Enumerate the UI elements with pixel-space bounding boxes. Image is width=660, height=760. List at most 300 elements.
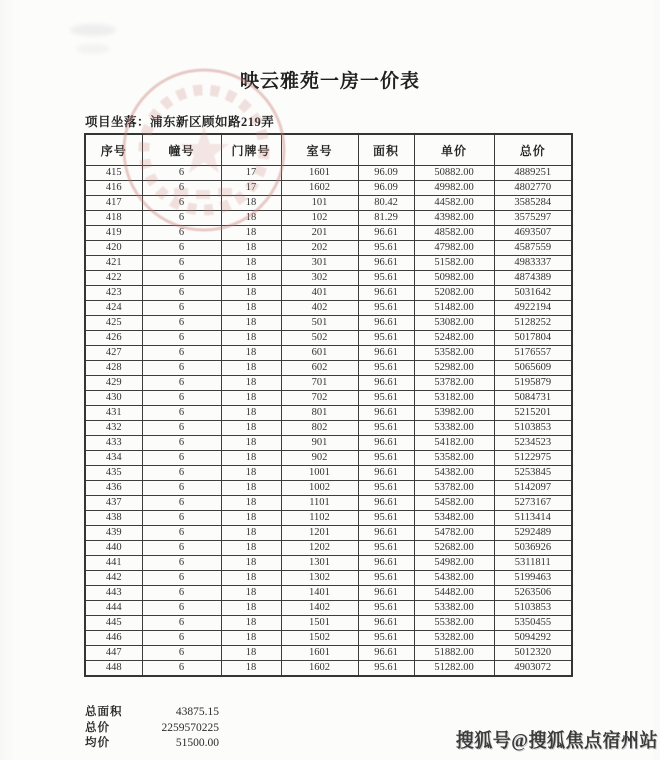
table-cell: 18 bbox=[221, 616, 281, 631]
table-row bbox=[85, 376, 572, 391]
table-cell: 6 bbox=[142, 466, 221, 481]
table-row bbox=[85, 601, 572, 616]
table-cell: 502 bbox=[281, 331, 358, 346]
summary-label: 总面积 bbox=[85, 706, 123, 718]
table-row bbox=[85, 391, 572, 406]
table-cell: 4587559 bbox=[494, 241, 572, 256]
table-cell: 5176557 bbox=[494, 346, 572, 361]
table-row bbox=[85, 661, 572, 677]
table-cell: 18 bbox=[221, 661, 281, 677]
table-row bbox=[85, 421, 572, 436]
table-cell: 50982.00 bbox=[414, 271, 494, 286]
table-cell: 1601 bbox=[281, 646, 358, 661]
table-cell: 6 bbox=[142, 301, 221, 316]
table-row bbox=[85, 226, 572, 241]
table-cell: 53182.00 bbox=[414, 391, 494, 406]
table-row bbox=[85, 181, 572, 196]
table-cell: 6 bbox=[142, 436, 221, 451]
summary-label: 总价 bbox=[85, 721, 110, 734]
column-header: 门牌号 bbox=[221, 134, 281, 166]
table-row bbox=[85, 286, 572, 301]
table-row bbox=[85, 241, 572, 256]
table-cell: 96.61 bbox=[358, 316, 414, 331]
table-cell: 96.61 bbox=[358, 586, 414, 601]
table-cell: 96.61 bbox=[358, 466, 414, 481]
table-cell: 6 bbox=[142, 421, 221, 436]
scan-smudge bbox=[76, 44, 110, 54]
table-cell: 301 bbox=[281, 256, 358, 271]
table-cell: 18 bbox=[221, 631, 281, 646]
table-cell: 18 bbox=[221, 481, 281, 496]
table-cell: 423 bbox=[85, 286, 142, 301]
table-cell: 5273167 bbox=[494, 496, 572, 511]
table-cell: 445 bbox=[85, 616, 142, 631]
table-cell: 5128252 bbox=[494, 316, 572, 331]
table-cell: 50882.00 bbox=[414, 166, 494, 181]
table-cell: 801 bbox=[281, 406, 358, 421]
table-cell: 51482.00 bbox=[414, 301, 494, 316]
table-cell: 53482.00 bbox=[414, 511, 494, 526]
table-cell: 4903072 bbox=[494, 661, 572, 677]
table-cell: 6 bbox=[142, 601, 221, 616]
table-cell: 17 bbox=[221, 166, 281, 181]
table-cell: 18 bbox=[221, 271, 281, 286]
table-cell: 96.61 bbox=[358, 346, 414, 361]
table-cell: 53282.00 bbox=[414, 631, 494, 646]
table-row bbox=[85, 541, 572, 556]
summary-label: 均价 bbox=[85, 737, 110, 749]
table-cell: 417 bbox=[85, 196, 142, 211]
table-cell: 419 bbox=[85, 226, 142, 241]
summary-row bbox=[85, 705, 219, 721]
table-cell: 6 bbox=[142, 331, 221, 346]
table-cell: 1602 bbox=[281, 661, 358, 677]
table-cell: 18 bbox=[221, 376, 281, 391]
table-cell: 6 bbox=[142, 286, 221, 301]
table-cell: 6 bbox=[142, 196, 221, 211]
table-cell: 1601 bbox=[281, 166, 358, 181]
table-cell: 96.61 bbox=[358, 376, 414, 391]
table-cell: 6 bbox=[142, 256, 221, 271]
table-cell: 431 bbox=[85, 406, 142, 421]
table-cell: 701 bbox=[281, 376, 358, 391]
sohu-watermark: 搜狐号@搜狐焦点宿州站 bbox=[455, 729, 658, 751]
table-cell: 429 bbox=[85, 376, 142, 391]
table-cell: 18 bbox=[221, 601, 281, 616]
table-cell: 5350455 bbox=[494, 616, 572, 631]
table-row bbox=[85, 346, 572, 361]
table-cell: 95.61 bbox=[358, 451, 414, 466]
table-cell: 95.61 bbox=[358, 571, 414, 586]
table-cell: 51282.00 bbox=[414, 661, 494, 677]
table-cell: 5031642 bbox=[494, 286, 572, 301]
table-cell: 18 bbox=[221, 451, 281, 466]
table-cell: 6 bbox=[142, 481, 221, 496]
table-cell: 95.61 bbox=[358, 301, 414, 316]
table-cell: 18 bbox=[221, 526, 281, 541]
table-row bbox=[85, 316, 572, 331]
table-cell: 96.61 bbox=[358, 646, 414, 661]
page-title: 映云雅苑一房一价表 bbox=[239, 71, 420, 92]
table-cell: 17 bbox=[221, 181, 281, 196]
table-row bbox=[85, 466, 572, 481]
table-row bbox=[85, 196, 572, 211]
table-cell: 444 bbox=[85, 601, 142, 616]
location-label: 项目坐落： bbox=[85, 115, 151, 129]
table-cell: 102 bbox=[281, 211, 358, 226]
project-location-line bbox=[85, 112, 274, 130]
table-cell: 95.61 bbox=[358, 541, 414, 556]
table-cell: 202 bbox=[281, 241, 358, 256]
table-cell: 5142097 bbox=[494, 481, 572, 496]
table-cell: 52682.00 bbox=[414, 541, 494, 556]
table-cell: 80.42 bbox=[358, 196, 414, 211]
table-row bbox=[85, 496, 572, 511]
table-cell: 54482.00 bbox=[414, 586, 494, 601]
table-cell: 6 bbox=[142, 316, 221, 331]
table-row bbox=[85, 586, 572, 601]
table-cell: 426 bbox=[85, 331, 142, 346]
table-cell: 1002 bbox=[281, 481, 358, 496]
table-cell: 96.61 bbox=[358, 286, 414, 301]
table-cell: 6 bbox=[142, 346, 221, 361]
table-cell: 96.61 bbox=[358, 526, 414, 541]
table-cell: 18 bbox=[221, 436, 281, 451]
table-row bbox=[85, 616, 572, 631]
table-cell: 52082.00 bbox=[414, 286, 494, 301]
summary-row bbox=[85, 721, 219, 737]
table-cell: 439 bbox=[85, 526, 142, 541]
table-cell: 18 bbox=[221, 391, 281, 406]
table-cell: 425 bbox=[85, 316, 142, 331]
table-cell: 6 bbox=[142, 526, 221, 541]
table-cell: 18 bbox=[221, 361, 281, 376]
table-cell: 1202 bbox=[281, 541, 358, 556]
table-cell: 52982.00 bbox=[414, 361, 494, 376]
table-cell: 6 bbox=[142, 556, 221, 571]
table-cell: 5215201 bbox=[494, 406, 572, 421]
table-cell: 6 bbox=[142, 511, 221, 526]
table-cell: 5094292 bbox=[494, 631, 572, 646]
header-row bbox=[85, 134, 572, 166]
table-cell: 54182.00 bbox=[414, 436, 494, 451]
table-cell: 6 bbox=[142, 226, 221, 241]
table-body bbox=[85, 166, 572, 677]
table-cell: 18 bbox=[221, 196, 281, 211]
table-cell: 96.61 bbox=[358, 436, 414, 451]
table-cell: 5195879 bbox=[494, 376, 572, 391]
table-row bbox=[85, 451, 572, 466]
table-cell: 6 bbox=[142, 586, 221, 601]
table-cell: 6 bbox=[142, 646, 221, 661]
table-cell: 1502 bbox=[281, 631, 358, 646]
table-cell: 6 bbox=[142, 391, 221, 406]
table-cell: 1401 bbox=[281, 586, 358, 601]
table-cell: 6 bbox=[142, 376, 221, 391]
table-cell: 18 bbox=[221, 316, 281, 331]
table-cell: 44582.00 bbox=[414, 196, 494, 211]
table-cell: 96.61 bbox=[358, 556, 414, 571]
table-cell: 96.61 bbox=[358, 256, 414, 271]
table-row bbox=[85, 571, 572, 586]
table-cell: 1602 bbox=[281, 181, 358, 196]
table-cell: 18 bbox=[221, 511, 281, 526]
table-cell: 436 bbox=[85, 481, 142, 496]
table-cell: 49982.00 bbox=[414, 181, 494, 196]
table-cell: 4889251 bbox=[494, 166, 572, 181]
table-cell: 6 bbox=[142, 181, 221, 196]
table-cell: 96.61 bbox=[358, 406, 414, 421]
table-cell: 6 bbox=[142, 571, 221, 586]
table-cell: 51882.00 bbox=[414, 646, 494, 661]
table-row bbox=[85, 271, 572, 286]
table-cell: 53782.00 bbox=[414, 481, 494, 496]
table-cell: 6 bbox=[142, 631, 221, 646]
summary-row bbox=[85, 736, 219, 752]
column-header: 室号 bbox=[281, 134, 358, 166]
table-cell: 6 bbox=[142, 271, 221, 286]
table-cell: 18 bbox=[221, 496, 281, 511]
table-cell: 433 bbox=[85, 436, 142, 451]
table-cell: 5199463 bbox=[494, 571, 572, 586]
table-cell: 101 bbox=[281, 196, 358, 211]
table-cell: 18 bbox=[221, 646, 281, 661]
table-cell: 6 bbox=[142, 406, 221, 421]
table-cell: 52482.00 bbox=[414, 331, 494, 346]
table-cell: 5234523 bbox=[494, 436, 572, 451]
table-row bbox=[85, 481, 572, 496]
table-cell: 55382.00 bbox=[414, 616, 494, 631]
table-row bbox=[85, 511, 572, 526]
table-cell: 428 bbox=[85, 361, 142, 376]
table-cell: 96.61 bbox=[358, 496, 414, 511]
table-cell: 5263506 bbox=[494, 586, 572, 601]
table-cell: 5012320 bbox=[494, 646, 572, 661]
summary-value: 51500.00 bbox=[175, 737, 219, 749]
table-cell: 435 bbox=[85, 466, 142, 481]
table-cell: 96.09 bbox=[358, 181, 414, 196]
table-cell: 6 bbox=[142, 166, 221, 181]
table-cell: 18 bbox=[221, 406, 281, 421]
table-row bbox=[85, 436, 572, 451]
summary-value: 43875.15 bbox=[175, 706, 219, 718]
table-cell: 96.61 bbox=[358, 226, 414, 241]
column-header: 序号 bbox=[85, 134, 142, 166]
table-row bbox=[85, 646, 572, 661]
table-cell: 43982.00 bbox=[414, 211, 494, 226]
table-cell: 201 bbox=[281, 226, 358, 241]
table-row bbox=[85, 211, 572, 226]
table-cell: 4874389 bbox=[494, 271, 572, 286]
summary-block bbox=[85, 705, 219, 752]
column-header: 单价 bbox=[414, 134, 494, 166]
table-cell: 53382.00 bbox=[414, 601, 494, 616]
table-cell: 95.61 bbox=[358, 331, 414, 346]
table-cell: 902 bbox=[281, 451, 358, 466]
table-cell: 415 bbox=[85, 166, 142, 181]
table-cell: 5253845 bbox=[494, 466, 572, 481]
table-cell: 18 bbox=[221, 346, 281, 361]
table-cell: 18 bbox=[221, 211, 281, 226]
table-cell: 1301 bbox=[281, 556, 358, 571]
table-row bbox=[85, 331, 572, 346]
table-cell: 6 bbox=[142, 541, 221, 556]
table-cell: 95.61 bbox=[358, 241, 414, 256]
table-cell: 81.29 bbox=[358, 211, 414, 226]
table-row bbox=[85, 556, 572, 571]
table-cell: 51582.00 bbox=[414, 256, 494, 271]
table-row bbox=[85, 361, 572, 376]
table-cell: 302 bbox=[281, 271, 358, 286]
table-cell: 18 bbox=[221, 241, 281, 256]
table-row bbox=[85, 301, 572, 316]
table-cell: 601 bbox=[281, 346, 358, 361]
table-cell: 95.61 bbox=[358, 391, 414, 406]
table-cell: 437 bbox=[85, 496, 142, 511]
table-cell: 448 bbox=[85, 661, 142, 677]
table-cell: 54382.00 bbox=[414, 571, 494, 586]
table-cell: 5103853 bbox=[494, 601, 572, 616]
table-cell: 1402 bbox=[281, 601, 358, 616]
table-cell: 6 bbox=[142, 361, 221, 376]
table-cell: 401 bbox=[281, 286, 358, 301]
table-cell: 53082.00 bbox=[414, 316, 494, 331]
table-header bbox=[85, 134, 572, 166]
table-cell: 1001 bbox=[281, 466, 358, 481]
table-cell: 96.61 bbox=[358, 616, 414, 631]
table-cell: 5065609 bbox=[494, 361, 572, 376]
table-cell: 501 bbox=[281, 316, 358, 331]
table-cell: 47982.00 bbox=[414, 241, 494, 256]
table-cell: 1302 bbox=[281, 571, 358, 586]
table-cell: 438 bbox=[85, 511, 142, 526]
table-cell: 54982.00 bbox=[414, 556, 494, 571]
table-cell: 18 bbox=[221, 286, 281, 301]
column-header: 幢号 bbox=[142, 134, 221, 166]
summary-value: 2259570225 bbox=[161, 721, 219, 734]
table-cell: 3585284 bbox=[494, 196, 572, 211]
table-row bbox=[85, 406, 572, 421]
table-cell: 440 bbox=[85, 541, 142, 556]
table-cell: 5292489 bbox=[494, 526, 572, 541]
table-cell: 422 bbox=[85, 271, 142, 286]
table-cell: 95.61 bbox=[358, 661, 414, 677]
table-cell: 53582.00 bbox=[414, 346, 494, 361]
table-cell: 420 bbox=[85, 241, 142, 256]
table-cell: 416 bbox=[85, 181, 142, 196]
table-cell: 53382.00 bbox=[414, 421, 494, 436]
table-cell: 96.09 bbox=[358, 166, 414, 181]
table-cell: 424 bbox=[85, 301, 142, 316]
table-cell: 1201 bbox=[281, 526, 358, 541]
table-cell: 54382.00 bbox=[414, 466, 494, 481]
table-cell: 6 bbox=[142, 241, 221, 256]
table-cell: 18 bbox=[221, 541, 281, 556]
table-cell: 18 bbox=[221, 556, 281, 571]
location-value: 浦东新区顾如路219弄 bbox=[150, 115, 275, 129]
table-cell: 18 bbox=[221, 226, 281, 241]
table-cell: 5084731 bbox=[494, 391, 572, 406]
table-cell: 4922194 bbox=[494, 301, 572, 316]
table-cell: 4983337 bbox=[494, 256, 572, 271]
table-cell: 802 bbox=[281, 421, 358, 436]
table-cell: 18 bbox=[221, 331, 281, 346]
table-cell: 443 bbox=[85, 586, 142, 601]
table-cell: 53782.00 bbox=[414, 376, 494, 391]
table-cell: 18 bbox=[221, 421, 281, 436]
table-cell: 5311811 bbox=[494, 556, 572, 571]
table-cell: 5113414 bbox=[494, 511, 572, 526]
table-cell: 702 bbox=[281, 391, 358, 406]
table-cell: 53582.00 bbox=[414, 451, 494, 466]
table-cell: 5122975 bbox=[494, 451, 572, 466]
table-cell: 901 bbox=[281, 436, 358, 451]
table-cell: 95.61 bbox=[358, 511, 414, 526]
table-cell: 53982.00 bbox=[414, 406, 494, 421]
table-row bbox=[85, 166, 572, 181]
table-cell: 95.61 bbox=[358, 271, 414, 286]
table-cell: 6 bbox=[142, 616, 221, 631]
table-cell: 441 bbox=[85, 556, 142, 571]
table-cell: 402 bbox=[281, 301, 358, 316]
table-cell: 18 bbox=[221, 301, 281, 316]
table-cell: 54582.00 bbox=[414, 496, 494, 511]
table-cell: 1501 bbox=[281, 616, 358, 631]
table-cell: 446 bbox=[85, 631, 142, 646]
table-cell: 5103853 bbox=[494, 421, 572, 436]
table-cell: 4693507 bbox=[494, 226, 572, 241]
table-cell: 418 bbox=[85, 211, 142, 226]
table-cell: 1102 bbox=[281, 511, 358, 526]
table-cell: 18 bbox=[221, 256, 281, 271]
table-cell: 3575297 bbox=[494, 211, 572, 226]
table-cell: 48582.00 bbox=[414, 226, 494, 241]
table-cell: 18 bbox=[221, 586, 281, 601]
table-cell: 18 bbox=[221, 466, 281, 481]
table-cell: 95.61 bbox=[358, 601, 414, 616]
column-header: 总价 bbox=[494, 134, 572, 166]
scan-smudge bbox=[70, 24, 116, 36]
table-cell: 5036926 bbox=[494, 541, 572, 556]
table-cell: 421 bbox=[85, 256, 142, 271]
table-cell: 442 bbox=[85, 571, 142, 586]
table-cell: 18 bbox=[221, 571, 281, 586]
column-header: 面积 bbox=[358, 134, 414, 166]
table-cell: 95.61 bbox=[358, 631, 414, 646]
price-table bbox=[84, 133, 573, 677]
table-cell: 54782.00 bbox=[414, 526, 494, 541]
table-cell: 434 bbox=[85, 451, 142, 466]
table-row bbox=[85, 256, 572, 271]
table-cell: 6 bbox=[142, 661, 221, 677]
table-cell: 602 bbox=[281, 361, 358, 376]
table-row bbox=[85, 631, 572, 646]
table-cell: 447 bbox=[85, 646, 142, 661]
table-cell: 95.61 bbox=[358, 361, 414, 376]
table-cell: 1101 bbox=[281, 496, 358, 511]
table-cell: 6 bbox=[142, 496, 221, 511]
table-cell: 6 bbox=[142, 451, 221, 466]
table-cell: 430 bbox=[85, 391, 142, 406]
table-cell: 5017804 bbox=[494, 331, 572, 346]
table-cell: 432 bbox=[85, 421, 142, 436]
table-cell: 4802770 bbox=[494, 181, 572, 196]
table-row bbox=[85, 526, 572, 541]
table-cell: 95.61 bbox=[358, 481, 414, 496]
table-cell: 95.61 bbox=[358, 421, 414, 436]
table-cell: 6 bbox=[142, 211, 221, 226]
table-cell: 427 bbox=[85, 346, 142, 361]
